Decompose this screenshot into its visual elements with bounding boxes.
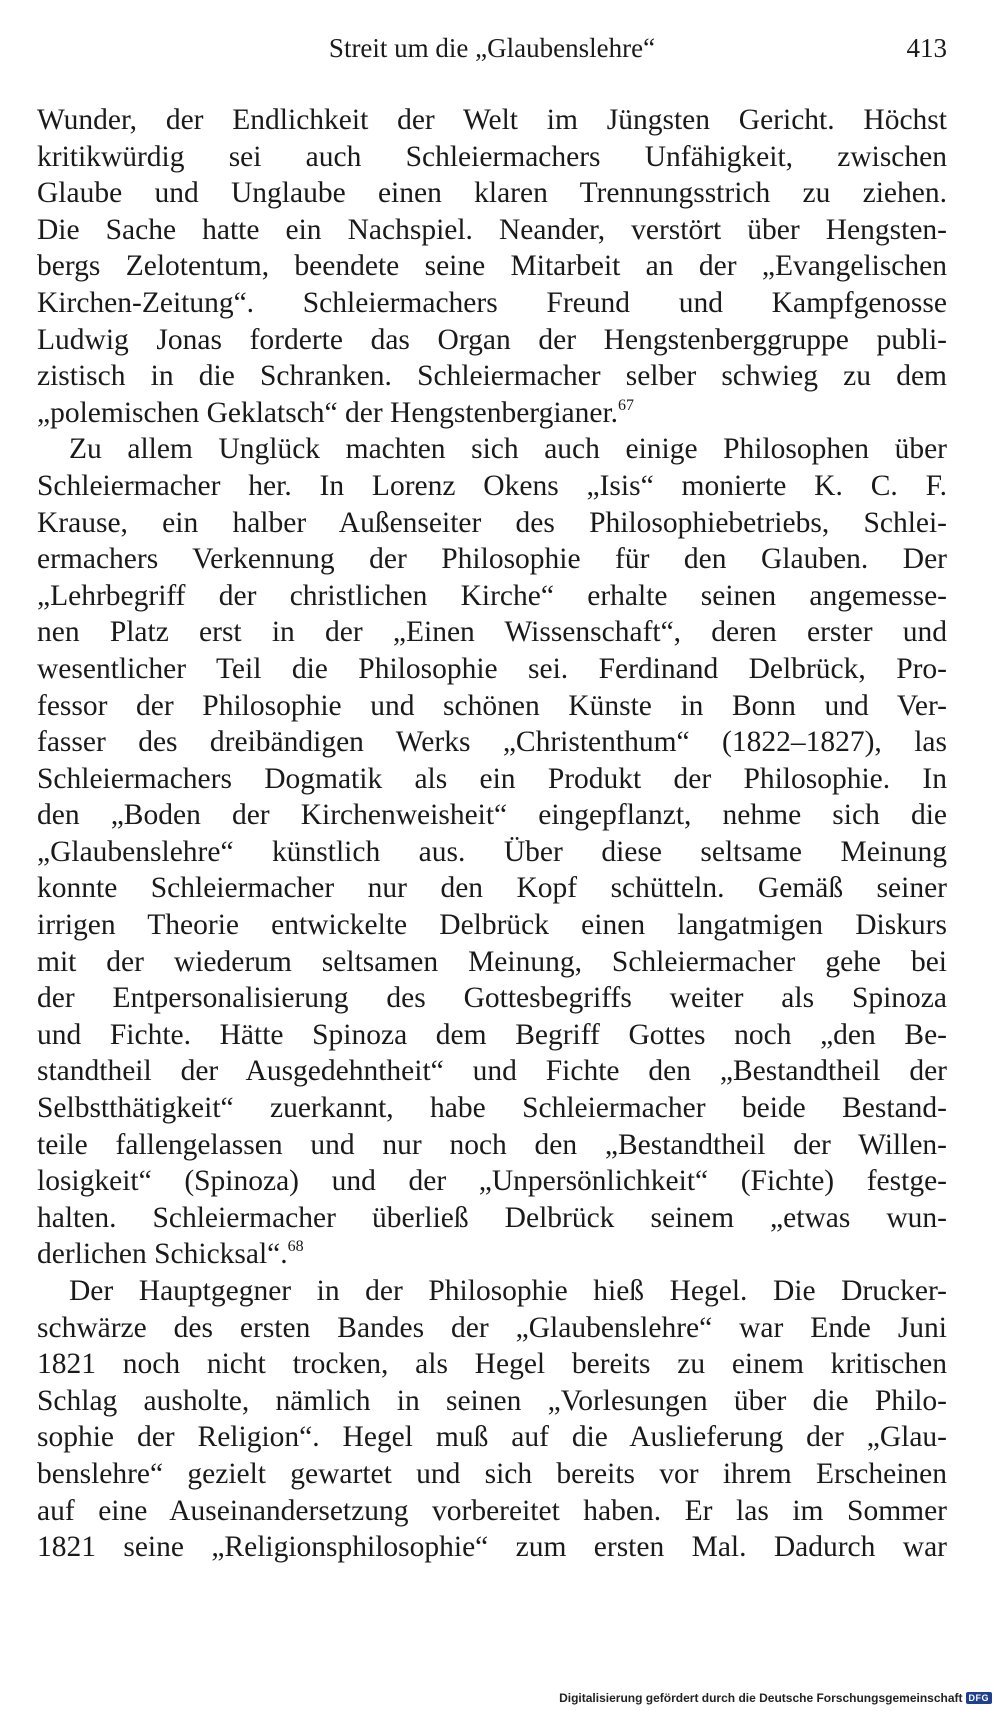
line-text: Ludwig Jonas forderte das Organ der Hengstenberggruppe publi- — [37, 323, 947, 356]
text-line — [37, 322, 947, 359]
line-text: 1821 seine „Religionsphilosophie“ zum ersten Mal. Dadurch war — [37, 1531, 947, 1564]
line-text: benslehre“ gezielt gewartet und sich bereits vor ihrem Erscheinen — [37, 1457, 947, 1490]
text-line — [37, 651, 947, 688]
text-line — [37, 797, 947, 834]
line-text: konnte Schleiermacher nur den Kopf schütteln. Gemäß seiner — [37, 872, 947, 905]
text-line — [37, 724, 947, 761]
line-text: Schleiermachers Dogmatik als ein Produkt der Philosophie. In — [37, 762, 947, 795]
text-line — [37, 1273, 947, 1310]
text-line — [37, 431, 947, 468]
line-text: mit der wiederum seltsamen Meinung, Schleiermacher gehe bei — [37, 945, 947, 978]
line-text: Glaube und Unglaube einen klaren Trennungsstrich zu ziehen. — [37, 177, 947, 210]
text-line — [37, 1017, 947, 1054]
text-line — [37, 1346, 947, 1383]
line-text: kritikwürdig sei auch Schleiermachers Unfähigkeit, zwischen — [37, 140, 947, 173]
text-line — [37, 870, 947, 907]
text-line — [37, 1383, 947, 1420]
text-line — [37, 944, 947, 981]
line-text: fasser des dreibändigen Werks „Christenthum“ (1822–1827), las — [37, 726, 947, 759]
footnote-ref: 67 — [618, 396, 635, 414]
text-line — [37, 395, 947, 432]
line-text: „Glaubenslehre“ künstlich aus. Über diese seltsame Meinung — [37, 835, 947, 868]
text-line — [37, 980, 947, 1017]
line-text: Wunder, der Endlichkeit der Welt im Jüngsten Gericht. Höchst — [37, 104, 947, 136]
line-text: schwärze des ersten Bandes der „Glaubenslehre“ war Ende Juni — [37, 1311, 947, 1344]
text-line — [37, 1127, 947, 1164]
line-text: Schlag ausholte, nämlich in seinen „Vorlesungen über die Philo- — [37, 1384, 947, 1417]
text-line — [37, 907, 947, 944]
text-line — [37, 1456, 947, 1493]
text-line — [37, 1090, 947, 1127]
line-text: fessor der Philosophie und schönen Künste in Bonn und Ver- — [37, 689, 947, 722]
line-text: Der Hauptgegner in der Philosophie hieß Hegel. Die Drucker- — [69, 1275, 947, 1307]
text-line — [37, 1163, 947, 1200]
text-line — [37, 175, 947, 212]
line-text: zistisch in die Schranken. Schleiermacher selber schwieg zu dem — [37, 360, 947, 393]
footnote-ref: 68 — [287, 1238, 304, 1256]
line-text: standtheil der Ausgedehntheit“ und Fichte den „Bestandtheil der — [37, 1055, 947, 1088]
text-line — [37, 285, 947, 322]
line-text: irrigen Theorie entwickelte Delbrück einen langatmigen Diskurs — [37, 909, 947, 942]
text-line — [37, 212, 947, 249]
line-text: halten. Schleiermacher überließ Delbrück seinem „etwas wun- — [37, 1201, 947, 1234]
text-line — [37, 541, 947, 578]
text-line — [37, 1419, 947, 1456]
line-text: sophie der Religion“. Hegel muß auf die Auslieferung der „Glau- — [37, 1421, 947, 1454]
line-text: der Entpersonalisierung des Gottesbegriffs weiter als Spinoza — [37, 982, 947, 1015]
line-text: 1821 noch nicht trocken, als Hegel bereits zu einem kritischen — [37, 1348, 947, 1381]
running-title: Streit um die „Glaubenslehre“ — [328, 33, 656, 63]
text-line — [37, 761, 947, 798]
line-text: wesentlicher Teil die Philosophie sei. Ferdinand Delbrück, Pro- — [37, 652, 947, 685]
text-line — [37, 614, 947, 651]
text-line — [37, 358, 947, 395]
line-text: Selbstthätigkeit“ zuerkannt, habe Schleiermacher beide Bestand- — [37, 1092, 947, 1125]
line-text: bergs Zelotentum, beendete seine Mitarbeit an der „Evangelischen — [37, 250, 947, 283]
text-line — [37, 834, 947, 871]
text-line — [37, 1493, 947, 1530]
line-text: Krause, ein halber Außenseiter des Philosophiebetriebs, Schlei- — [37, 506, 947, 539]
dfg-logo-icon: DFG — [966, 1692, 993, 1704]
line-text: auf eine Auseinandersetzung vorbereitet haben. Er las im Sommer — [37, 1494, 947, 1527]
text-line — [37, 1053, 947, 1090]
text-line — [37, 1529, 947, 1566]
line-text: Zu allem Unglück machten sich auch einige Philosophen über — [69, 433, 947, 466]
page-number: 413 — [906, 33, 947, 63]
line-text: „Lehrbegriff der christlichen Kirche“ erhalte seinen angemesse- — [37, 579, 947, 612]
line-text: und Fichte. Hätte Spinoza dem Begriff Gottes noch „den Be- — [37, 1018, 947, 1051]
text-line — [37, 688, 947, 725]
line-text: losigkeit“ (Spinoza) und der „Unpersönlichkeit“ (Fichte) festge- — [37, 1165, 947, 1198]
page-header — [37, 28, 947, 68]
text-line — [37, 248, 947, 285]
line-text: derlichen Schicksal“. — [37, 1238, 288, 1271]
text-line — [37, 505, 947, 542]
line-text: Kirchen-Zeitung“. Schleiermachers Freund und Kampfgenosse — [37, 286, 947, 319]
text-line — [37, 102, 947, 139]
credit-text: Digitalisierung gefördert durch die Deutsche Forschungsgemeinschaft — [559, 1691, 963, 1705]
text-line — [37, 1310, 947, 1347]
line-text: Die Sache hatte ein Nachspiel. Neander, verstört über Hengsten- — [37, 213, 947, 246]
text-line — [37, 578, 947, 615]
line-text: Schleiermacher her. In Lorenz Okens „Isis“ monierte K. C. F. — [37, 469, 947, 502]
digitization-credit — [559, 1691, 992, 1705]
line-text: den „Boden der Kirchenweisheit“ eingepflanzt, nehme sich die — [37, 799, 947, 832]
text-line — [37, 468, 947, 505]
line-text: „polemischen Geklatsch“ der Hengstenbergianer. — [37, 396, 619, 429]
text-line — [37, 1200, 947, 1237]
text-line — [37, 139, 947, 176]
line-text: ermachers Verkennung der Philosophie für den Glauben. Der — [37, 543, 947, 576]
line-text: teile fallengelassen und nur noch den „Bestandtheil der Willen- — [37, 1128, 947, 1161]
line-text: nen Platz erst in der „Einen Wissenschaft“, deren erster und — [37, 616, 947, 649]
body-text — [37, 102, 947, 1566]
text-line — [37, 1236, 947, 1273]
